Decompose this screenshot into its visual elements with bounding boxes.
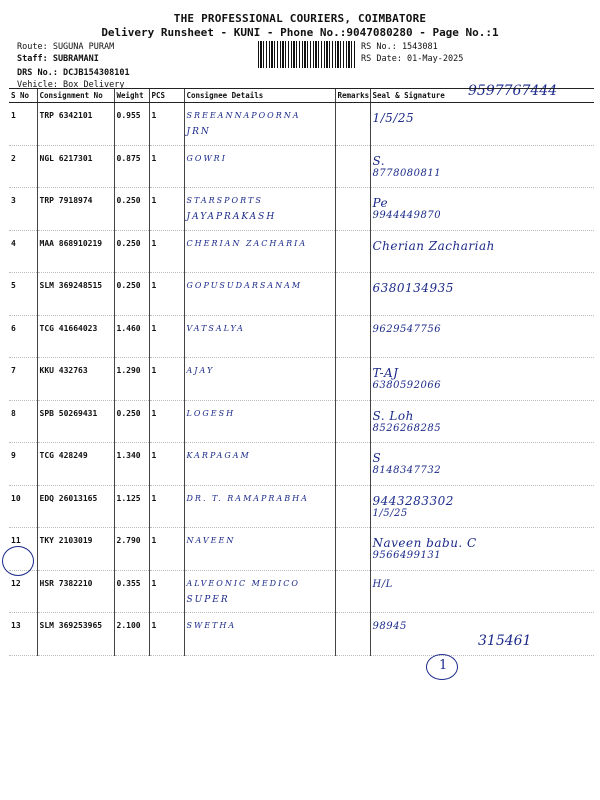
col-consignee: Consignee Details bbox=[184, 89, 335, 103]
cell-remarks bbox=[335, 103, 370, 146]
cell-pcs: 1 bbox=[149, 103, 184, 146]
consignee-handwriting: CHERIAN ZACHARIA bbox=[186, 238, 308, 248]
cell-consignment-no: TCG 41664023 bbox=[37, 315, 114, 358]
cell-consignee bbox=[184, 485, 335, 528]
cell-weight: 1.460 bbox=[114, 315, 149, 358]
cell-sno: 3 bbox=[9, 188, 37, 231]
consignee-handwriting: ALVEONIC MEDICO bbox=[186, 578, 300, 588]
circle-mark-text: 1 bbox=[439, 658, 448, 673]
col-weight: Weight bbox=[114, 89, 149, 103]
col-remarks: Remarks bbox=[335, 89, 370, 103]
cell-pcs: 1 bbox=[149, 358, 184, 401]
cell-consignee bbox=[184, 613, 335, 656]
table-row bbox=[9, 570, 594, 613]
cell-remarks bbox=[335, 230, 370, 273]
consignee-handwriting: GOWRI bbox=[186, 153, 227, 163]
signature-line2: H/L bbox=[372, 578, 393, 590]
signature-line1: Cherian Zachariah bbox=[372, 238, 495, 253]
cell-remarks bbox=[335, 443, 370, 486]
consignee-handwriting-line2: JRN bbox=[186, 127, 211, 137]
cell-pcs: 1 bbox=[149, 273, 184, 316]
cell-pcs: 1 bbox=[149, 485, 184, 528]
cell-sno: 13 bbox=[9, 613, 37, 656]
cell-consignee bbox=[184, 570, 335, 613]
cell-consignment-no: SLM 369253965 bbox=[37, 613, 114, 656]
meta-left bbox=[17, 41, 130, 91]
cell-sno: 12 bbox=[9, 570, 37, 613]
cell-pcs: 1 bbox=[149, 528, 184, 571]
cell-remarks bbox=[335, 485, 370, 528]
cell-remarks bbox=[335, 145, 370, 188]
signature-line1: T-AJ bbox=[372, 366, 399, 380]
cell-remarks bbox=[335, 188, 370, 231]
cell-consignment-no: TRP 7918974 bbox=[37, 188, 114, 231]
cell-remarks bbox=[335, 570, 370, 613]
signature-line2: 6380592066 bbox=[372, 380, 442, 391]
signature-line2: 8148347732 bbox=[372, 465, 442, 476]
table-row bbox=[9, 358, 594, 401]
consignee-handwriting: LOGESH bbox=[186, 408, 236, 418]
cell-consignee bbox=[184, 188, 335, 231]
col-consignment: Consignment No bbox=[37, 89, 114, 103]
table-row bbox=[9, 315, 594, 358]
signature-line2: 9566499131 bbox=[372, 550, 442, 561]
rs-date-text: RS Date: 01-May-2025 bbox=[361, 54, 464, 64]
cell-consignee bbox=[184, 103, 335, 146]
drs-text: DRS No.: DCJB154308101 bbox=[17, 68, 130, 78]
cell-weight: 1.125 bbox=[114, 485, 149, 528]
cell-sno: 1 bbox=[9, 103, 37, 146]
signature-line1: 6380134935 bbox=[372, 281, 454, 295]
cell-signature bbox=[370, 230, 594, 273]
row-12-circle-mark bbox=[2, 546, 34, 576]
signature-line2: 8526268285 bbox=[372, 422, 442, 434]
cell-signature bbox=[370, 400, 594, 443]
cell-weight: 0.875 bbox=[114, 145, 149, 188]
cell-pcs: 1 bbox=[149, 145, 184, 188]
cell-pcs: 1 bbox=[149, 400, 184, 443]
table-row bbox=[9, 145, 594, 188]
cell-consignee bbox=[184, 400, 335, 443]
cell-signature bbox=[370, 570, 594, 613]
table-row bbox=[9, 528, 594, 571]
col-signature: Seal & Signature bbox=[370, 89, 594, 103]
cell-consignee bbox=[184, 358, 335, 401]
cell-remarks bbox=[335, 400, 370, 443]
signature-line2: 8778080811 bbox=[372, 167, 442, 179]
cell-signature bbox=[370, 528, 594, 571]
cell-pcs: 1 bbox=[149, 613, 184, 656]
runsheet-subtitle: Delivery Runsheet - KUNI - Phone No.:9047080280 - Page No.:1 bbox=[101, 26, 499, 39]
cell-consignment-no: NGL 6217301 bbox=[37, 145, 114, 188]
cell-sno: 8 bbox=[9, 400, 37, 443]
cell-pcs: 1 bbox=[149, 570, 184, 613]
company-title: THE PROFESSIONAL COURIERS, COIMBATORE bbox=[173, 12, 427, 25]
table-row bbox=[9, 188, 594, 231]
cell-signature bbox=[370, 273, 594, 316]
cell-signature bbox=[370, 315, 594, 358]
consignee-handwriting: VATSALYA bbox=[186, 323, 245, 333]
handwritten-top-number: 9597767444 bbox=[468, 83, 558, 99]
signature-line1: 9443283302 bbox=[372, 493, 454, 508]
cell-signature bbox=[370, 145, 594, 188]
vehicle-text: Vehicle: Box Delivery bbox=[17, 80, 125, 90]
cell-remarks bbox=[335, 613, 370, 656]
cell-signature bbox=[370, 103, 594, 146]
signature-line2: 98945 bbox=[372, 621, 407, 632]
cell-sno: 7 bbox=[9, 358, 37, 401]
route-text: Route: SUGUNA PURAM bbox=[17, 42, 115, 52]
cell-consignee bbox=[184, 145, 335, 188]
cell-sno: 2 bbox=[9, 145, 37, 188]
cell-consignee bbox=[184, 443, 335, 486]
cell-consignment-no: TKY 2103019 bbox=[37, 528, 114, 571]
consignee-handwriting: KARPAGAM bbox=[186, 451, 251, 460]
meta-right bbox=[361, 41, 463, 65]
cell-weight: 2.100 bbox=[114, 613, 149, 656]
table-header-row bbox=[9, 89, 594, 103]
consignee-handwriting-line2: SUPER bbox=[186, 594, 230, 605]
cell-weight: 0.355 bbox=[114, 570, 149, 613]
table-row bbox=[9, 103, 594, 146]
consignee-handwriting: GOPUSUDARSANAM bbox=[186, 281, 303, 290]
cell-weight: 0.250 bbox=[114, 400, 149, 443]
signature-line1: 1/5/25 bbox=[372, 111, 415, 125]
consignee-handwriting: DR. T. RAMAPRABHA bbox=[186, 493, 309, 503]
consignee-handwriting: STARSPORTS bbox=[186, 196, 263, 205]
cell-remarks bbox=[335, 315, 370, 358]
cell-pcs: 1 bbox=[149, 188, 184, 231]
runsheet-table bbox=[9, 88, 594, 656]
col-sno: S No bbox=[9, 89, 37, 103]
rs-no-text: RS No.: 1543081 bbox=[361, 42, 438, 52]
signature-line1: S bbox=[372, 451, 382, 465]
cell-remarks bbox=[335, 528, 370, 571]
cell-sno: 10 bbox=[9, 485, 37, 528]
cell-consignment-no: MAA 868910219 bbox=[37, 230, 114, 273]
handwritten-bottom-number: 315461 bbox=[478, 633, 532, 649]
cell-weight: 1.290 bbox=[114, 358, 149, 401]
cell-consignment-no: KKU 432763 bbox=[37, 358, 114, 401]
cell-sno: 4 bbox=[9, 230, 37, 273]
signature-line2: 9944449870 bbox=[372, 210, 442, 221]
cell-remarks bbox=[335, 273, 370, 316]
cell-signature bbox=[370, 485, 594, 528]
consignee-handwriting-line2: JAYAPRAKASH bbox=[186, 212, 277, 222]
cell-signature bbox=[370, 443, 594, 486]
cell-pcs: 1 bbox=[149, 230, 184, 273]
table-row bbox=[9, 443, 594, 486]
cell-consignment-no: SLM 369248515 bbox=[37, 273, 114, 316]
cell-consignment-no: TCG 428249 bbox=[37, 443, 114, 486]
cell-sno: 5 bbox=[9, 273, 37, 316]
cell-consignee bbox=[184, 528, 335, 571]
cell-sno: 11 bbox=[9, 528, 37, 571]
cell-weight: 0.250 bbox=[114, 273, 149, 316]
table-row bbox=[9, 400, 594, 443]
table-row bbox=[9, 230, 594, 273]
signature-line1: Naveen babu. C bbox=[372, 536, 477, 550]
cell-consignment-no: TRP 6342101 bbox=[37, 103, 114, 146]
cell-weight: 0.250 bbox=[114, 230, 149, 273]
col-pcs: PCS bbox=[149, 89, 184, 103]
signature-line1: S. Loh bbox=[372, 408, 414, 423]
consignee-handwriting: SWETHA bbox=[186, 621, 237, 630]
cell-consignee bbox=[184, 273, 335, 316]
cell-consignment-no: HSR 7382210 bbox=[37, 570, 114, 613]
cell-remarks bbox=[335, 358, 370, 401]
cell-weight: 2.790 bbox=[114, 528, 149, 571]
consignee-handwriting: AJAY bbox=[186, 366, 215, 375]
cell-weight: 1.340 bbox=[114, 443, 149, 486]
cell-consignee bbox=[184, 315, 335, 358]
consignee-handwriting: SREEANNAPOORNA bbox=[186, 111, 301, 120]
signature-line1: Pe bbox=[372, 196, 389, 210]
cell-pcs: 1 bbox=[149, 443, 184, 486]
handwritten-circle-mark bbox=[426, 654, 458, 680]
signature-line2: 1/5/25 bbox=[372, 507, 408, 519]
signature-line1: S. bbox=[372, 153, 386, 168]
cell-sno: 9 bbox=[9, 443, 37, 486]
cell-weight: 0.250 bbox=[114, 188, 149, 231]
cell-consignment-no: SPB 50269431 bbox=[37, 400, 114, 443]
cell-sno: 6 bbox=[9, 315, 37, 358]
cell-consignment-no: EDQ 26013165 bbox=[37, 485, 114, 528]
cell-weight: 0.955 bbox=[114, 103, 149, 146]
cell-consignee bbox=[184, 230, 335, 273]
cell-signature bbox=[370, 358, 594, 401]
consignee-handwriting: NAVEEN bbox=[186, 536, 236, 545]
table-row bbox=[9, 485, 594, 528]
barcode-image bbox=[258, 41, 356, 68]
cell-pcs: 1 bbox=[149, 315, 184, 358]
table-row bbox=[9, 273, 594, 316]
staff-text: Staff: SUBRAMANI bbox=[17, 54, 99, 64]
signature-line2: 9629547756 bbox=[372, 323, 442, 335]
cell-signature bbox=[370, 188, 594, 231]
